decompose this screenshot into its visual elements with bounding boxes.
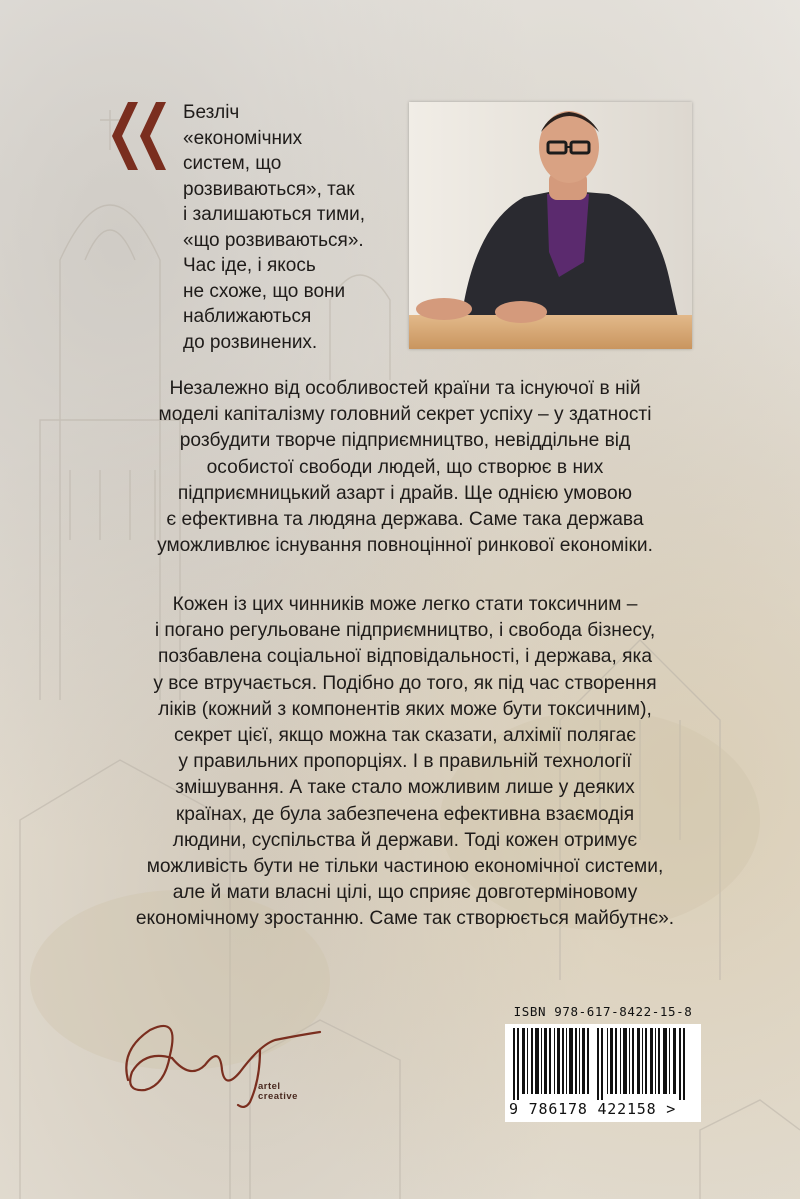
barcode-digits: 9 786178 422158 > — [509, 1100, 677, 1118]
barcode — [505, 1024, 701, 1122]
barcode-bars — [513, 1028, 693, 1100]
isbn-label: ISBN 978-617-8422-15-8 — [513, 1004, 693, 1019]
publisher-logo — [110, 1010, 340, 1110]
publisher-name: artel creative — [258, 1081, 298, 1102]
pull-quote: Безліч «економічних систем, що розвиваються», так і залишаються тими, «що розвиваються». Час іде, і якось не схоже, що вони наближаються до розвинених. — [183, 102, 366, 353]
author-photo — [409, 102, 692, 349]
body-paragraph-2: Кожен із цих чинників може легко стати токсичним – і погано регульоване підприємництво, і свобода бізнесу, позбавлена соціальної відповідальності, і держава, яка у все втручається. Подібно до того, як під час створення ліків (кожний з компонентів яких може бути токсичним), секрет цієї, якщо можна так сказати, алхімії полягає у правильних пропорціях. І в правильній технології змішування. А таке стало можливим лише у деяких країнах, де була забезпечена ефективна взаємодія людини, суспільства й держави. Тоді кожен отримує можливість бути не тільки частиною економічної системи, але й мати власні цілі, що сприяє довготерміновому економічному зростанню. Саме так створюється майбутнє». — [135, 594, 675, 930]
body-paragraph-1: Незалежно від особливостей країни та існуючої в ній моделі капіталізму головний секрет успіху – у здатності розбудити творче підприємництво, невіддільне від особистої свободи людей, що створює в них підприємницький азарт і драйв. Ще однією умовою є ефективна та людяна держава. Саме така держава уможливлює існування повноцінної ринкової економіки. — [157, 378, 653, 557]
quote-mark-icon — [108, 100, 178, 172]
